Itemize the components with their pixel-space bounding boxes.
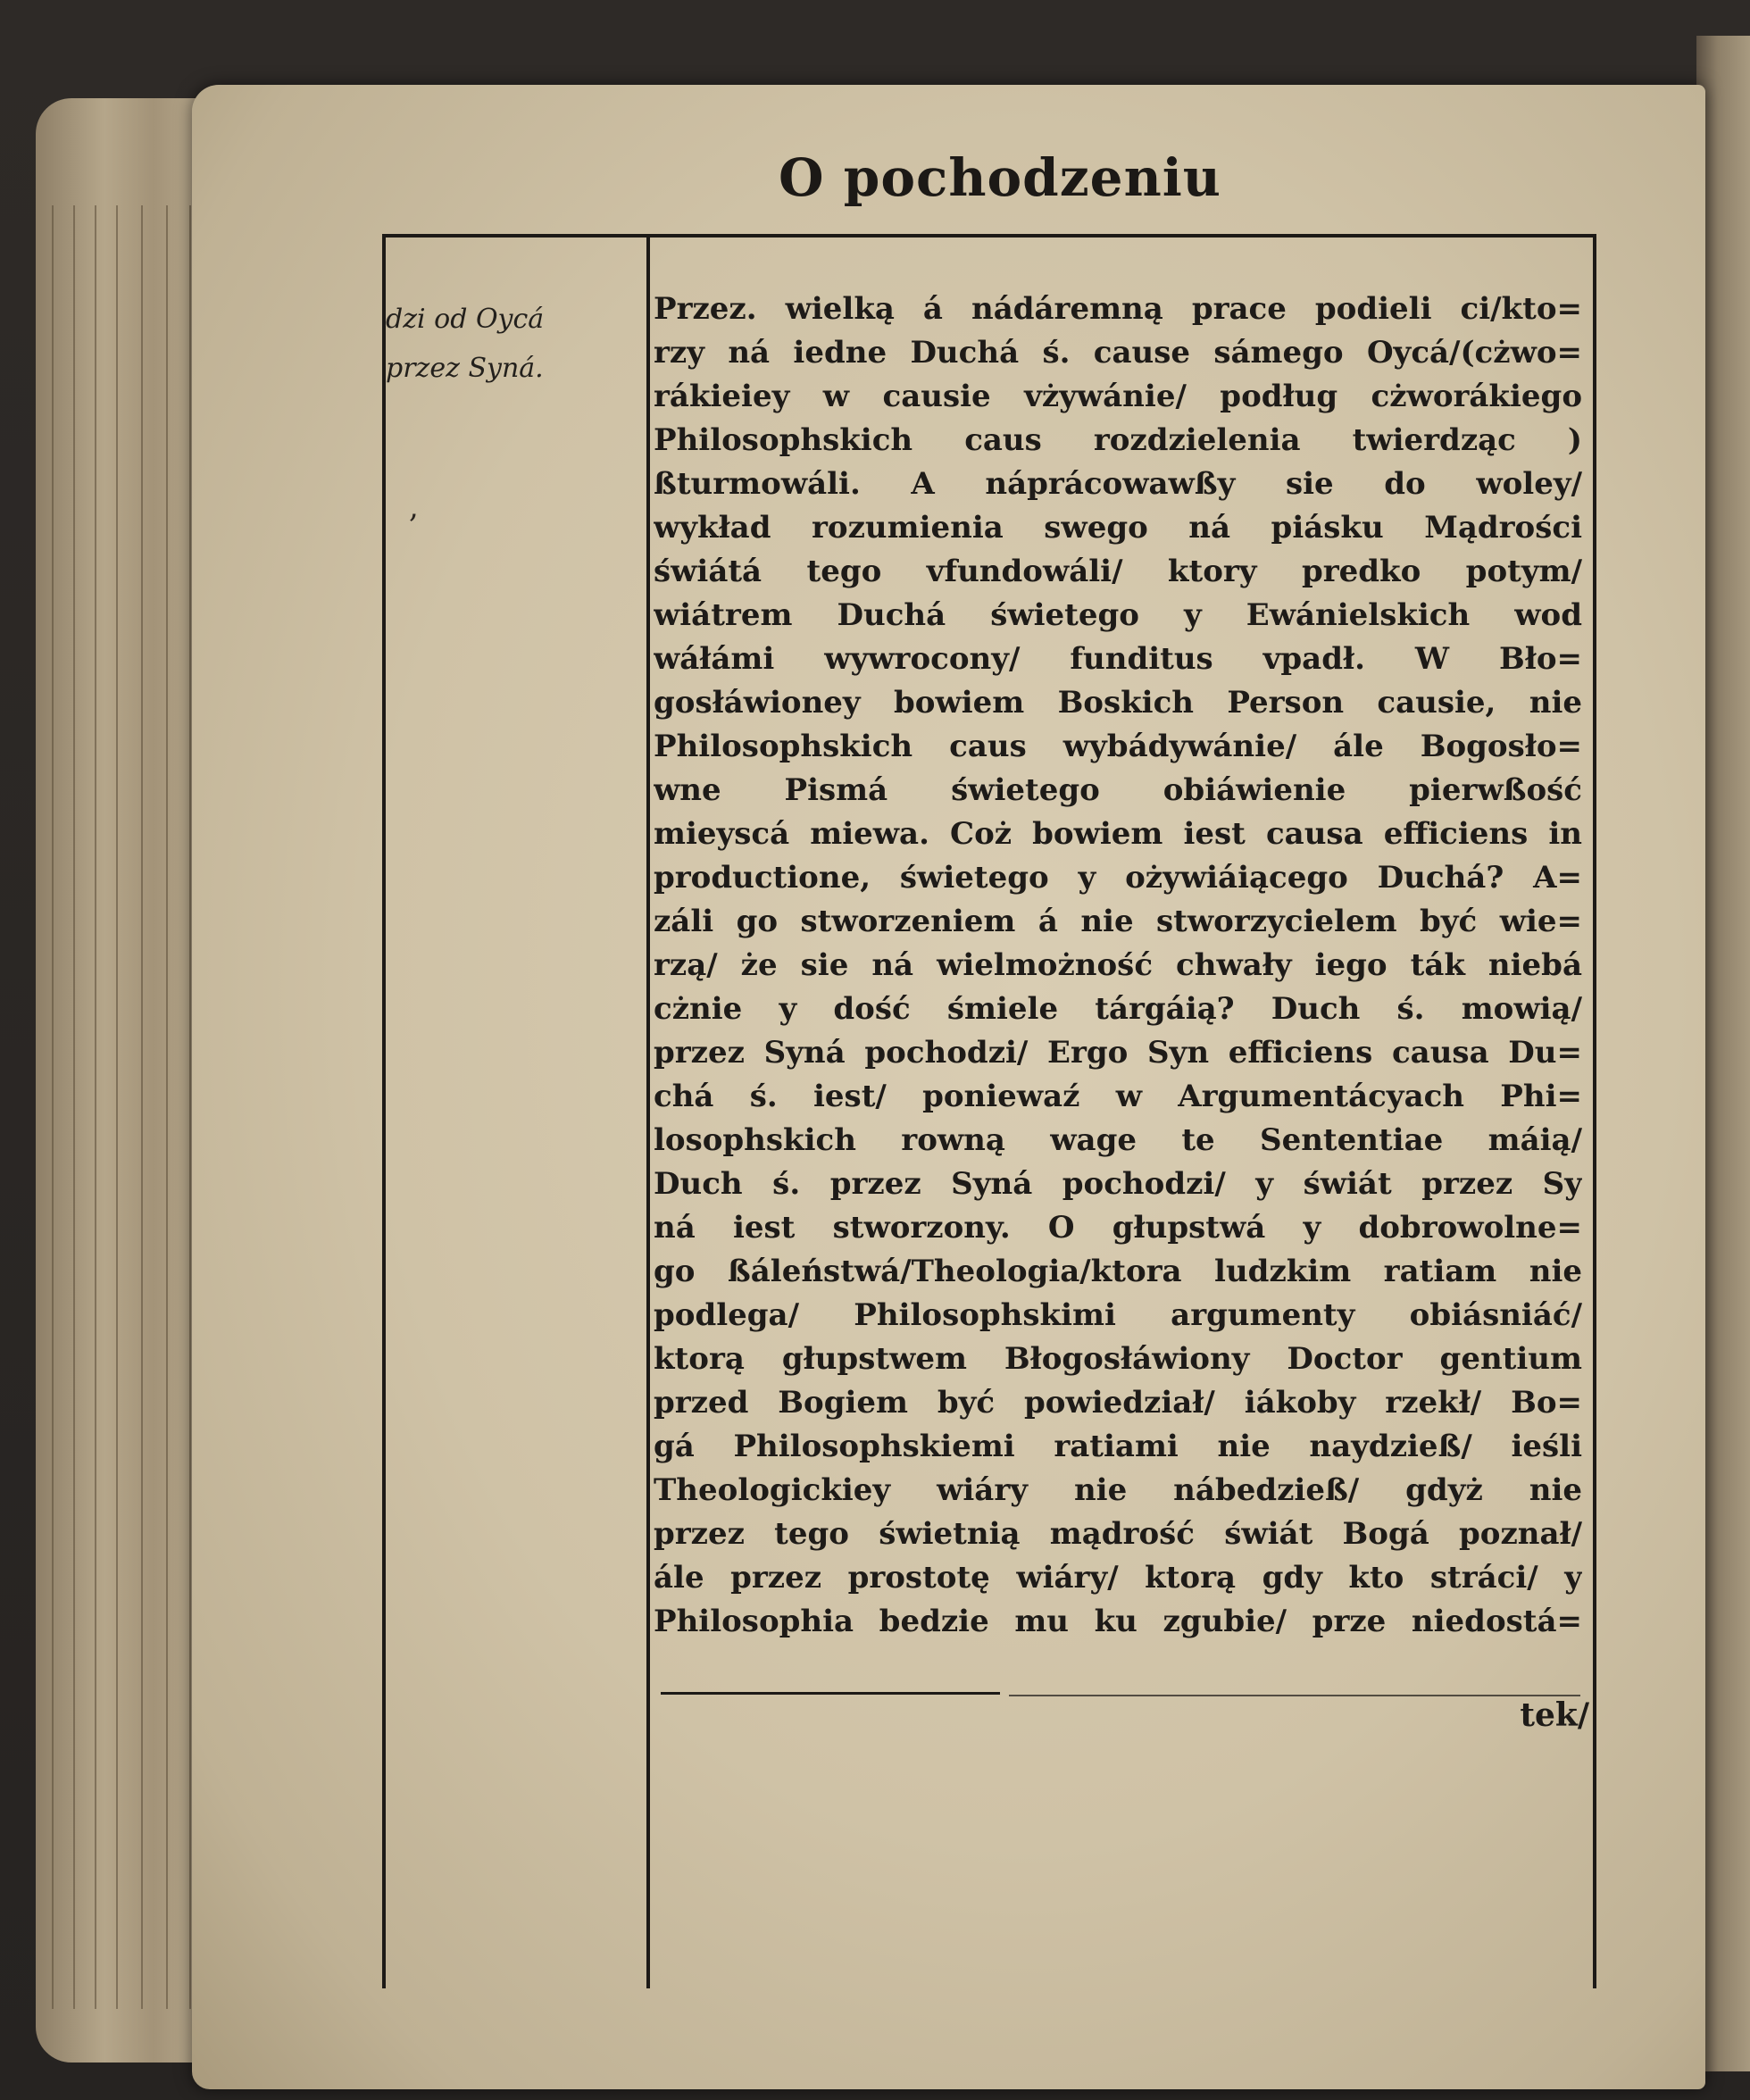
- text-line: ná iest stworzony. O głupstwá y dobrowolne=: [654, 1210, 1582, 1246]
- outer-left-rule: [382, 234, 386, 1988]
- text-line: záli go stworzeniem á nie stworzycielem być wie=: [654, 904, 1582, 939]
- text-line: wiátrem Duchá świetego y Ewánielskich wod: [654, 597, 1582, 633]
- page-edge-line: [189, 205, 191, 2009]
- text-line: przez Syná pochodzi/ Ergo Syn efficiens causa Du=: [654, 1035, 1582, 1071]
- text-line: Philosophskich caus rozdzielenia twierdząc ): [654, 422, 1582, 458]
- catchword: tek/: [1520, 1696, 1589, 1734]
- text-line: świátá tego vfundowáli/ ktory predko potym/: [654, 554, 1582, 589]
- text-line: ßturmowáli. A náprácowawßy sie do woley/: [654, 466, 1582, 502]
- top-rule: [382, 234, 1596, 238]
- text-line: chá ś. iest/ poniewaź w Argumentácyach Phi=: [654, 1079, 1582, 1114]
- margin-note-line: przez Syná.: [386, 353, 544, 384]
- text-line: Philosophskich caus wybádywánie/ ále Bogosło=: [654, 729, 1582, 764]
- text-line: cżnie y dość śmiele tárgáią? Duch ś. mowią/: [654, 991, 1582, 1027]
- text-line: wykład rozumienia swego ná piásku Mądrości: [654, 510, 1582, 546]
- text-line: wáłámi wywrocony/ funditus vpadł. W Bło=: [654, 641, 1582, 677]
- text-line: ktorą głupstwem Błogosłáwiony Doctor gentium: [654, 1341, 1582, 1377]
- page-edge-line: [166, 205, 168, 2009]
- page-edge-line: [141, 205, 143, 2009]
- text-line: gá Philosophskiemi ratiami nie naydzieß/ ieśli: [654, 1429, 1582, 1464]
- text-line: gosłáwioney bowiem Boskich Person causie, nie: [654, 685, 1582, 721]
- text-line: ále przez prostotę wiáry/ ktorą gdy kto stráci/ y: [654, 1560, 1582, 1596]
- text-line: go ßáleństwá/Theologia/ktora ludzkim ratiam nie: [654, 1254, 1582, 1289]
- column-divider-rule: [646, 234, 650, 1988]
- text-line: rzą/ że sie ná wielmożność chwały iego ták niebá: [654, 947, 1582, 983]
- margin-mark: ,: [409, 489, 419, 525]
- margin-note-line: dzi od Oycá: [386, 304, 545, 335]
- page-edge-line: [73, 205, 75, 2009]
- text-line: losophskich rowną wage te Sententiae máią/: [654, 1122, 1582, 1158]
- page-edge-line: [116, 205, 118, 2009]
- text-line: productione, świetego y ożywiáiącego Duchá? A=: [654, 860, 1582, 896]
- text-line: Philosophia bedzie mu ku zgubie/ prze niedostá=: [654, 1604, 1582, 1639]
- text-line: podlega/ Philosophskimi argumenty obiásniáć/: [654, 1297, 1582, 1333]
- running-title: O pochodzeniu: [779, 147, 1221, 208]
- body-text: [654, 288, 1582, 1644]
- text-line: wne Pismá świetego obiáwienie pierwßość: [654, 772, 1582, 808]
- bottom-rule: [661, 1692, 1000, 1695]
- text-line: przez tego świetnią mądrość świát Bogá poznał/: [654, 1516, 1582, 1552]
- page-edge-line: [52, 205, 54, 2009]
- page-edge-line: [95, 205, 96, 2009]
- text-line: mieyscá miewa. Coż bowiem iest causa efficiens in: [654, 816, 1582, 852]
- text-line: rákieiey w causie vżywánie/ podług cżworákiego: [654, 379, 1582, 414]
- text-line: Theologickiey wiáry nie nábedzieß/ gdyż nie: [654, 1472, 1582, 1508]
- outer-right-rule: [1593, 234, 1596, 1988]
- text-line: Duch ś. przez Syná pochodzi/ y świát przez Sy: [654, 1166, 1582, 1202]
- text-line: przed Bogiem być powiedział/ iákoby rzekł/ Bo=: [654, 1385, 1582, 1421]
- text-line: rzy ná iedne Duchá ś. cause sámego Oycá/(cżwo=: [654, 335, 1582, 371]
- text-line: Przez. wielką á nádáremną prace podieli ci/kto=: [654, 291, 1582, 327]
